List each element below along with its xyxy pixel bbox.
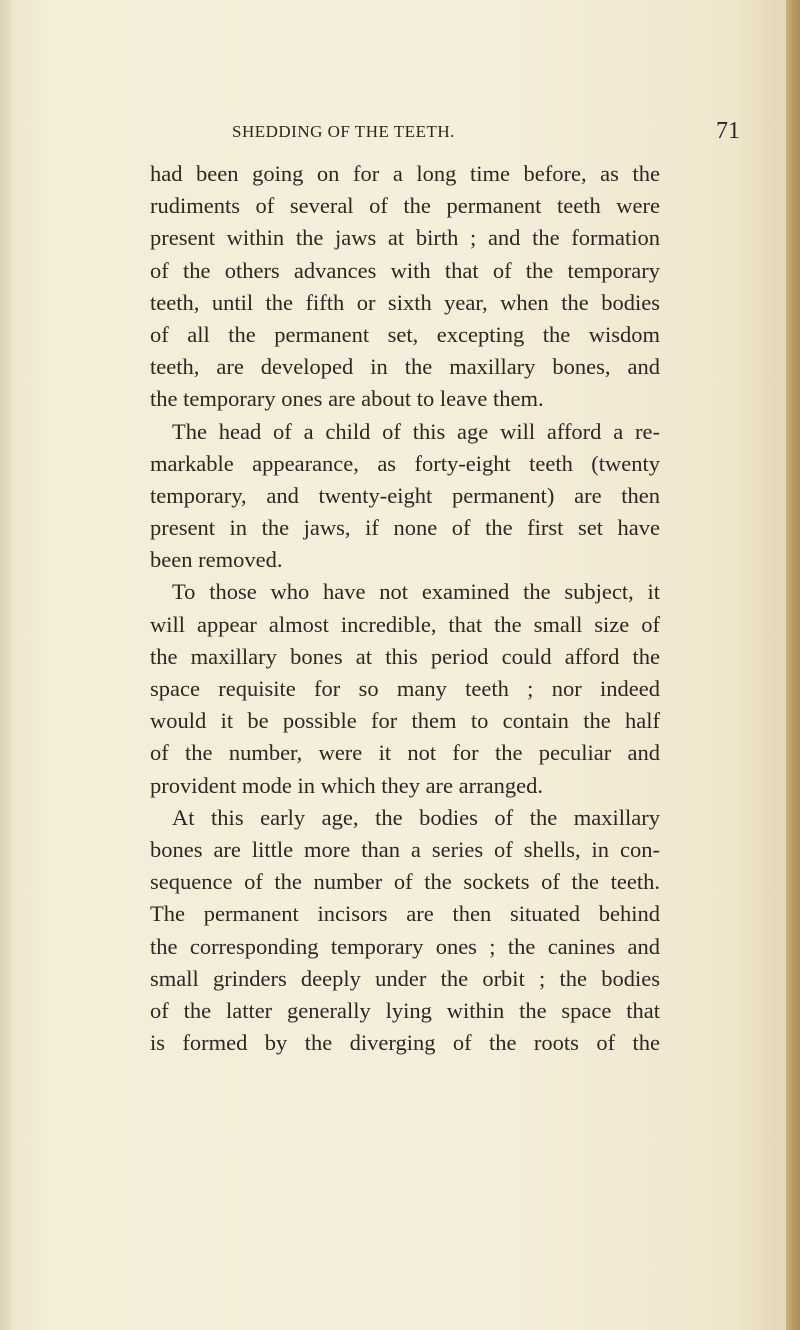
text-line: bones are little more than a series of shells, in con-: [150, 836, 660, 862]
running-head: SHEDDING OF THE TEETH.: [232, 122, 455, 141]
body-text: [150, 158, 660, 1059]
text-line: present in the jaws, if none of the first set have: [150, 515, 660, 541]
text-line: teeth, until the fifth or sixth year, when the bodies: [150, 289, 660, 315]
text-line: rudiments of several of the permanent teeth were: [150, 193, 660, 219]
text-line: of the latter generally lying within the space that: [150, 997, 660, 1023]
text-line: At this early age, the bodies of the maxillary: [172, 804, 660, 830]
text-line: small grinders deeply under the orbit ; the bodies: [150, 965, 660, 991]
page-edge: [786, 0, 800, 1330]
page-number: 71: [716, 118, 740, 144]
text-line: The permanent incisors are then situated behind: [150, 901, 660, 927]
text-line: the temporary ones are about to leave them.: [150, 386, 544, 412]
text-line: will appear almost incredible, that the small size of: [150, 611, 660, 637]
text-line: the corresponding temporary ones ; the canines and: [150, 933, 660, 959]
text-line: the maxillary bones at this period could afford the: [150, 643, 660, 669]
text-line: provident mode in which they are arranged.: [150, 772, 543, 798]
page-header: [150, 118, 740, 158]
text-line: would it be possible for them to contain the half: [150, 708, 660, 734]
text-line: of the number, were it not for the peculiar and: [150, 740, 660, 766]
text-line: had been going on for a long time before, as the: [150, 161, 660, 186]
text-line: is formed by the diverging of the roots of the: [150, 1030, 660, 1056]
text-line: markable appearance, as forty-eight teeth (twenty: [150, 450, 660, 476]
text-line: temporary, and twenty-eight permanent) are then: [150, 482, 660, 508]
page-gutter: [0, 0, 12, 1330]
text-line: space requisite for so many teeth ; nor indeed: [150, 676, 660, 701]
text-line: of all the permanent set, excepting the wisdom: [150, 321, 660, 347]
text-line: The head of a child of this age will afford a re-: [172, 418, 660, 444]
text-line: teeth, are developed in the maxillary bones, and: [150, 354, 660, 380]
text-line: To those who have not examined the subject, it: [172, 579, 660, 605]
text-line: present within the jaws at birth ; and the formation: [150, 225, 660, 251]
text-line: been removed.: [150, 547, 283, 573]
text-line: of the others advances with that of the temporary: [150, 257, 660, 283]
text-line: sequence of the number of the sockets of the teeth.: [150, 869, 660, 895]
